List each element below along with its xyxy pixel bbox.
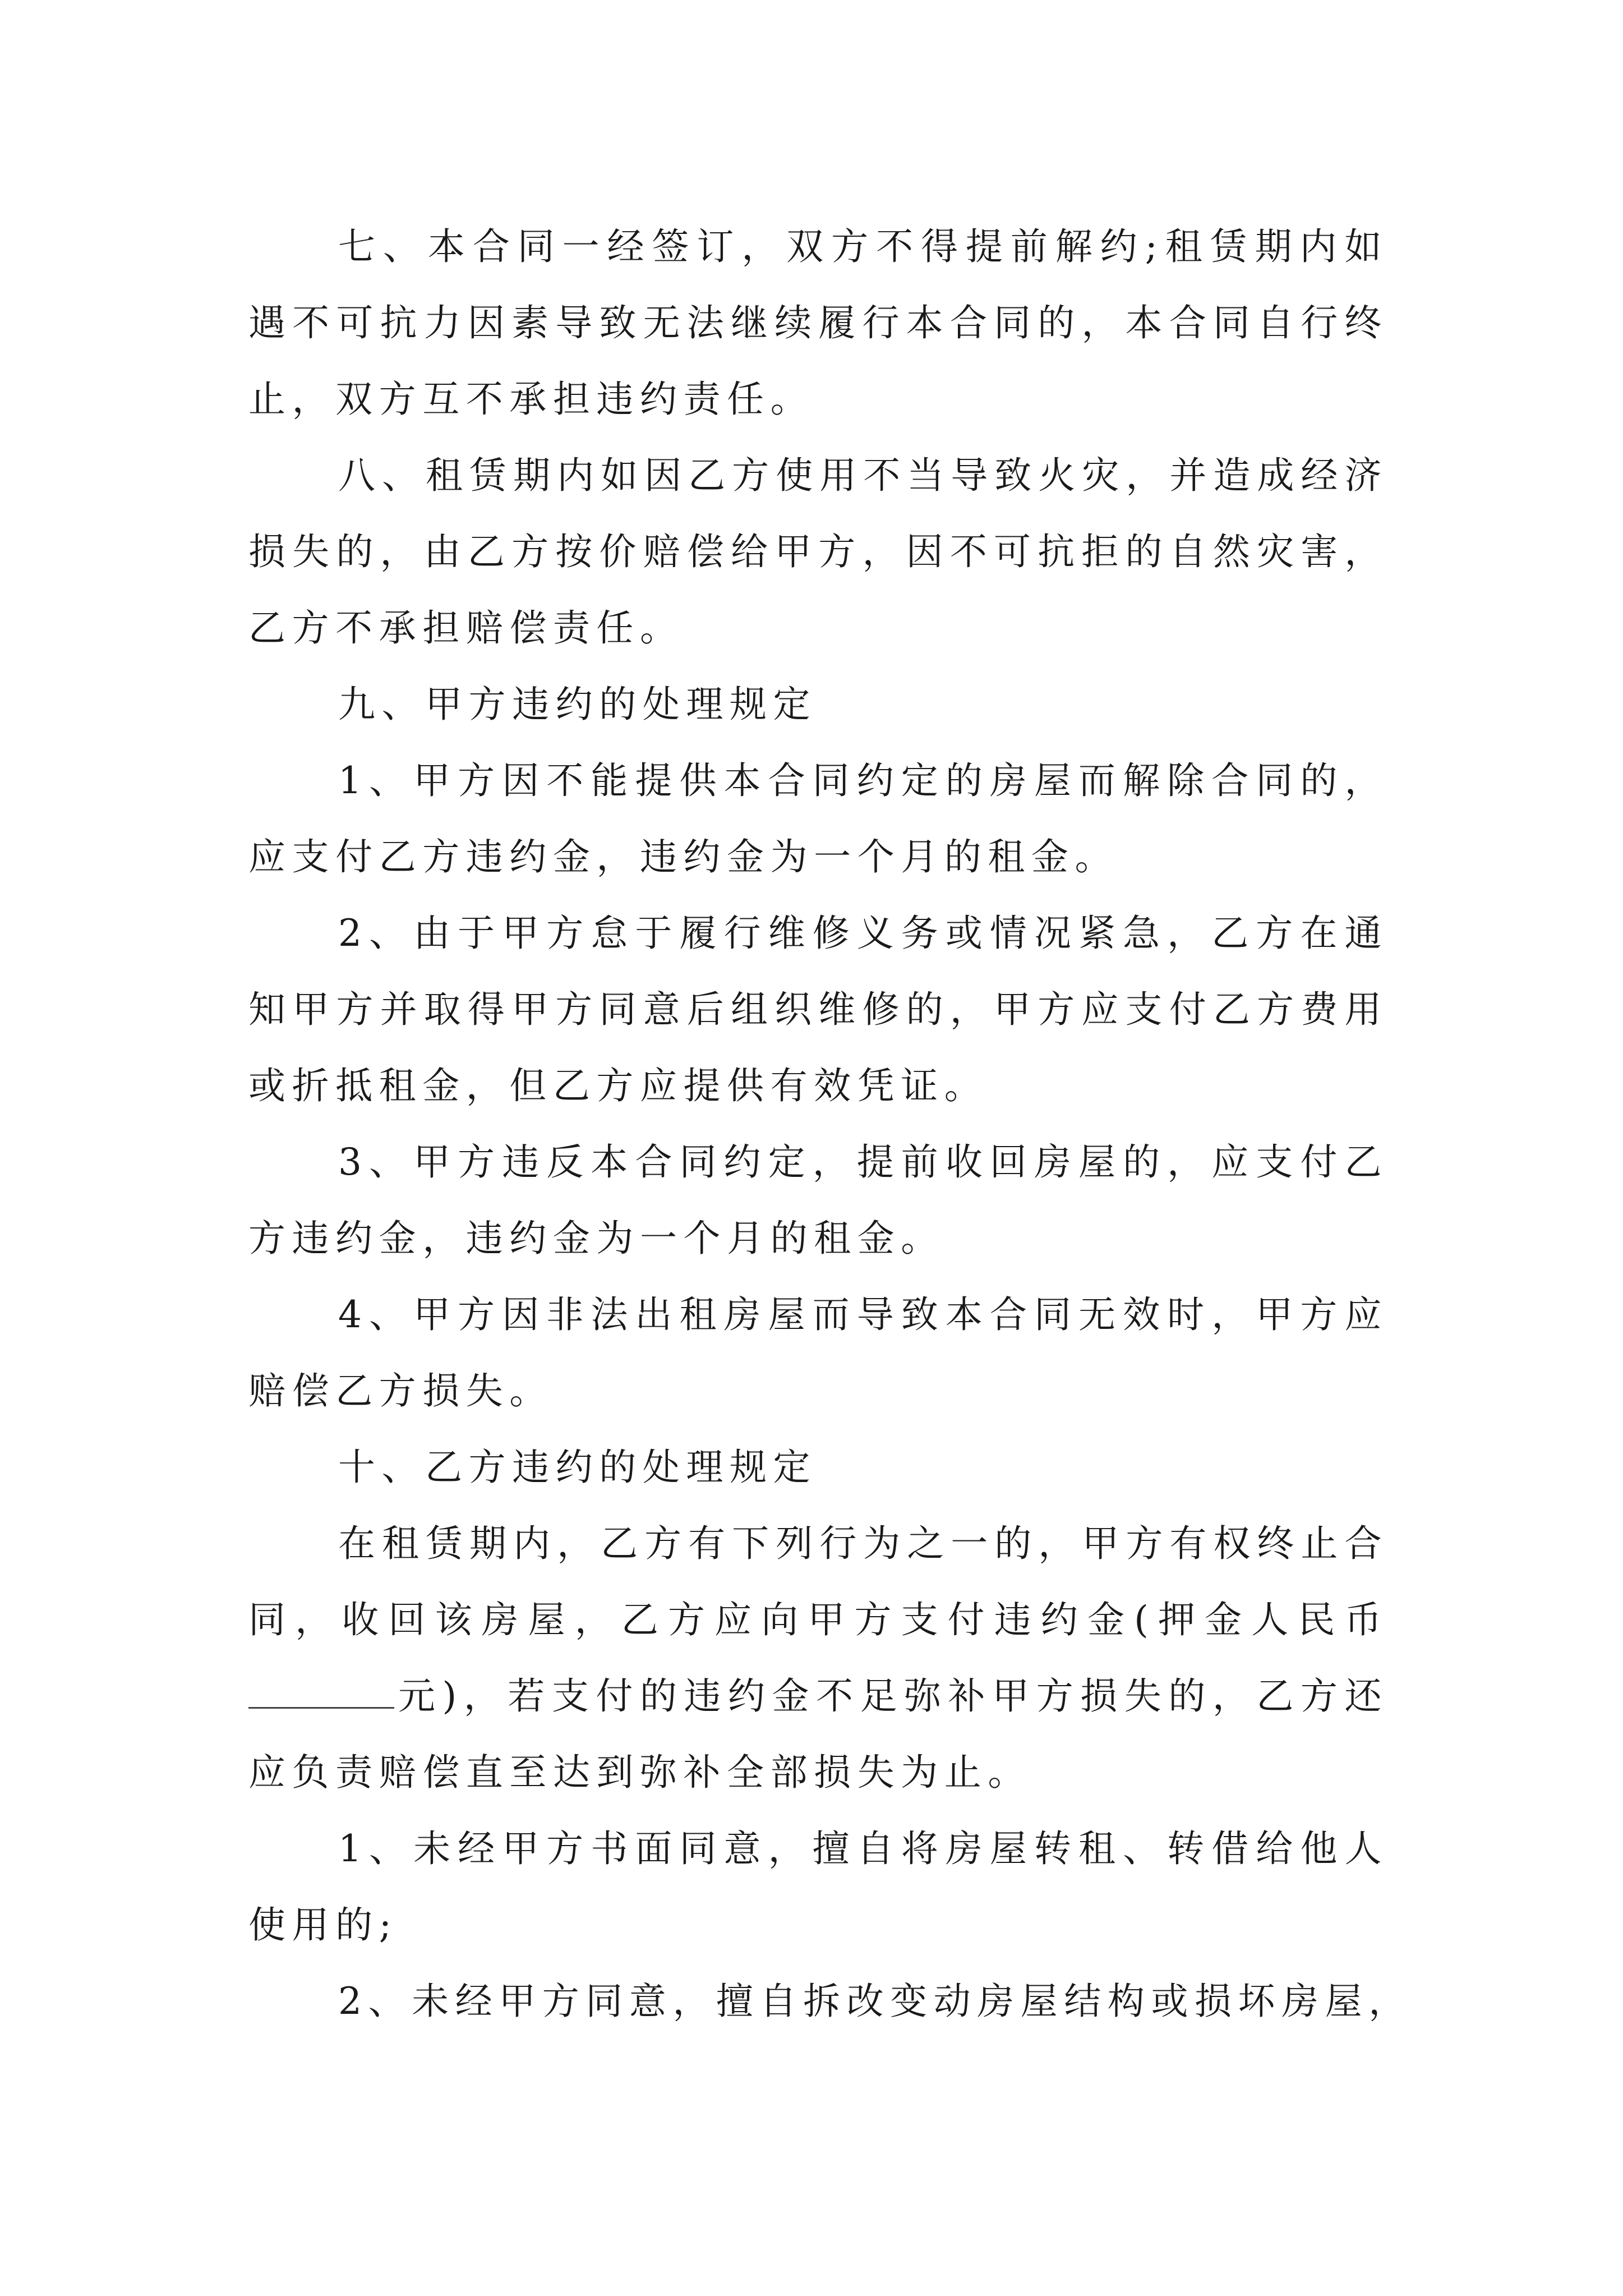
clause-9-item-2-line-3: 或折抵租金，但乙方应提供有效凭证。 <box>248 1064 988 1107</box>
clause-10-intro-line-2: 同，收回该房屋，乙方应向甲方支付违约金(押金人民币 <box>248 1598 1388 1641</box>
clause-10-heading: 十、乙方违约的处理规定 <box>338 1446 817 1489</box>
clause-9-heading: 九、甲方违约的处理规定 <box>338 683 817 726</box>
clause-9-item-3-line-1: 3、甲方违反本合同约定，提前收回房屋的，应支付乙 <box>338 1140 1388 1184</box>
clause-10-item-2-line-1: 2、未经甲方同意，擅自拆改变动房屋结构或损坏房屋， <box>338 1980 1412 2023</box>
clause-8-line-2: 损失的，由乙方按价赔偿给甲方，因不可抗拒的自然灾害， <box>248 530 1388 573</box>
contract-text-body <box>248 209 1412 2040</box>
deposit-amount-blank <box>248 1705 394 1709</box>
clause-9-item-4-line-2: 赔偿乙方损失。 <box>248 1369 553 1412</box>
clause-9-item-2-line-1: 2、由于甲方怠于履行维修义务或情况紧急，乙方在通 <box>338 912 1388 955</box>
clause-9-item-4-line-1: 4、甲方因非法出租房屋而导致本合同无效时，甲方应 <box>338 1293 1388 1336</box>
clause-10-intro-line-3-text: 元)，若支付的违约金不足弥补甲方损失的，乙方还 <box>398 1674 1388 1718</box>
clause-10-item-1-line-1: 1、未经甲方书面同意，擅自将房屋转租、转借给他人 <box>338 1827 1388 1870</box>
clause-7-line-3: 止，双方互不承担违约责任。 <box>248 378 814 421</box>
clause-8-line-3: 乙方不承担赔偿责任。 <box>248 606 684 650</box>
clause-9-item-1-line-2: 应支付乙方违约金，违约金为一个月的租金。 <box>248 835 1118 878</box>
clause-9-item-1-line-1: 1、甲方因不能提供本合同约定的房屋而解除合同的， <box>338 759 1388 802</box>
clause-10-intro-line-3 <box>248 1658 1388 1734</box>
clause-9-item-2-line-2: 知甲方并取得甲方同意后组织维修的，甲方应支付乙方费用 <box>248 988 1388 1031</box>
clause-10-intro-line-4: 应负责赔偿直至达到弥补全部损失为止。 <box>248 1751 1031 1794</box>
clause-7-line-1: 七、本合同一经签订，双方不得提前解约;租赁期内如 <box>338 225 1388 268</box>
clause-10-intro-line-1: 在租赁期内，乙方有下列行为之一的，甲方有权终止合 <box>338 1522 1388 1565</box>
clause-7-line-2: 遇不可抗力因素导致无法继续履行本合同的，本合同自行终 <box>248 301 1388 344</box>
clause-10-item-1-line-2: 使用的; <box>248 1903 398 1947</box>
clause-9-item-3-line-2: 方违约金，违约金为一个月的租金。 <box>248 1217 944 1260</box>
clause-8-line-1: 八、租赁期内如因乙方使用不当导致火灾，并造成经济 <box>338 454 1388 497</box>
